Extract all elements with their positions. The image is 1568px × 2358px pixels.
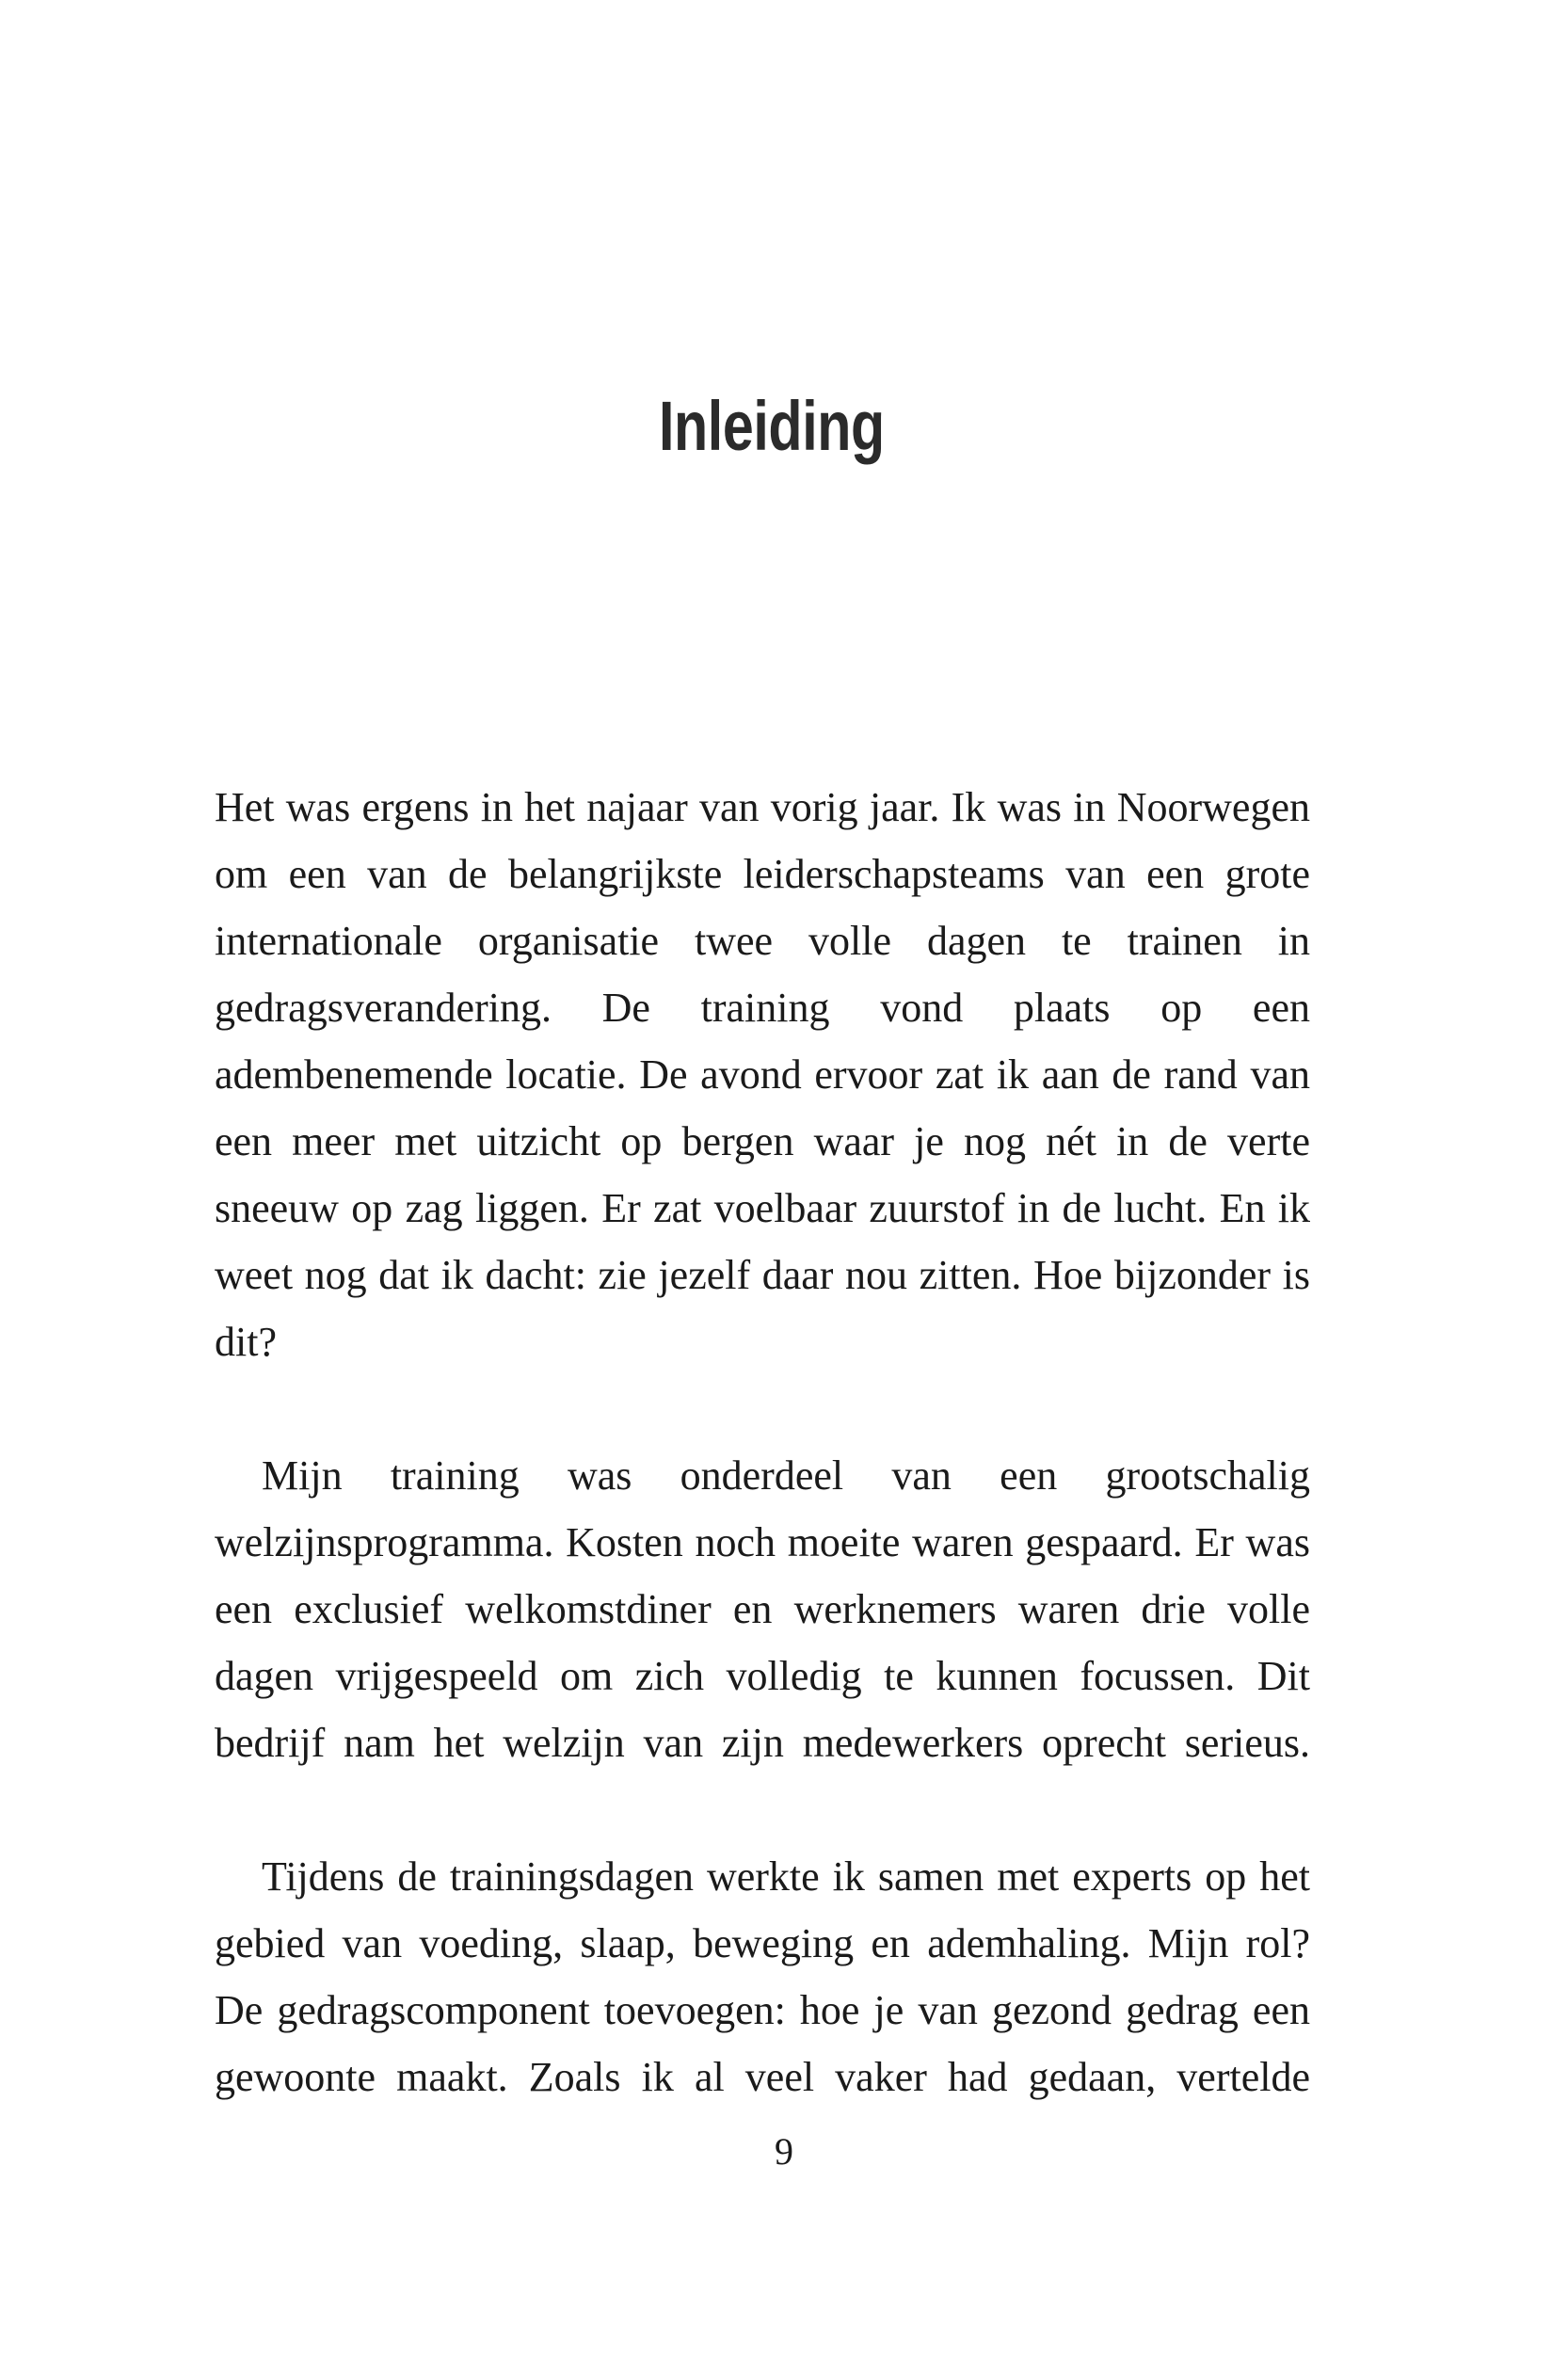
page-title: Inleiding bbox=[659, 387, 885, 465]
body-paragraph-2: Mijn training was onderdeel van een grootschalig welzijnsprogramma. Kosten noch moeite waren gespaard. Er was een exclusief welkomstdiner en werknemers waren drie volle dagen vrijgespeeld om zich volledig te kunnen focussen. Dit bedrijf nam het welzijn van zijn medewerkers oprecht serieus. bbox=[215, 1452, 1310, 1766]
body-paragraph-1: Het was ergens in het najaar van vorig jaar. Ik was in Noorwegen om een van de belangrijkste leiderschapsteams van een grote internationale organisatie twee volle dagen te trainen in gedragsverandering. De training vond plaats op een adembenemende locatie. De avond ervoor zat ik aan de rand van een meer met uitzicht op bergen waar je nog nét in de verte sneeuw op zag liggen. Er zat voelbaar zuurstof in de lucht. En ik weet nog dat ik dacht: zie jezelf daar nou zitten. Hoe bijzonder is dit? bbox=[215, 784, 1310, 1365]
page-number-folio: 9 bbox=[775, 2130, 793, 2173]
body-text-column bbox=[215, 774, 1310, 2177]
body-paragraph-3: Tijdens de trainingsdagen werkte ik samen met experts op het gebied van voeding, slaap, beweging en ademhaling. Mijn rol? De gedragscomponent toevoegen: hoe je van gezond gedrag een gewoonte maakt. Zoals ik al veel vaker had gedaan, vertelde bbox=[215, 1853, 1310, 2100]
